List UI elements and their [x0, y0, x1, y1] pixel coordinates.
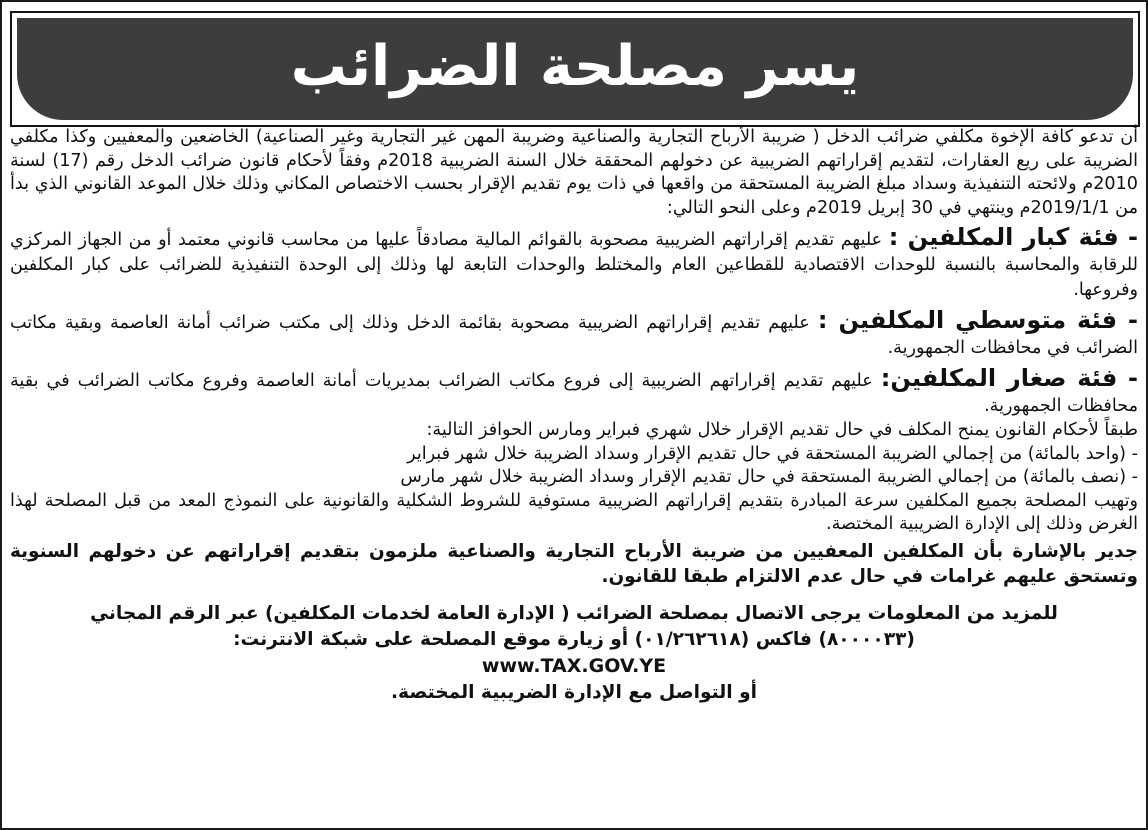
closing-line: أو التواصل مع الإدارة الضريبية المختصة. [390, 681, 758, 703]
contact-line-2: (٨٠٠٠٠٣٣) فاكس (٠١/٢٦٢٦١٨) أو زيارة موقع المصلحة على شبكة الانترنت: [233, 628, 915, 650]
website-link[interactable]: www.TAX.GOV.YE [481, 654, 667, 677]
contact-line-1: للمزيد من المعلومات يرجى الاتصال بمصلحة الضرائب ( الإدارة العامة لخدمات المكلفين) عبر الرقم المجاني [90, 602, 1058, 624]
appeal-paragraph: وتهيب المصلحة بجميع المكلفين سرعة المبادرة بتقديم إقراراتهم الضريبية مستوفية للشروط الشكلية والقانونية على النموذج المعد من قبل المصلحة لهذا الغرض وذلك إلى الإدارة الضريبية المختصة. [10, 490, 1138, 534]
exempt-notice: جدير بالإشارة بأن المكلفين المعفيين من ضريبة الأرباح التجارية والصناعية ملزمون بتقديم إقراراتهم عن دخولهم السنوية وتستحق عليهم غرامات في حال عدم الالتزام طبقا للقانون. [10, 540, 1138, 587]
header-banner [10, 11, 1140, 127]
category-title: - فئة كبار المكلفين : [888, 223, 1139, 251]
intro-paragraph: أن تدعو كافة الإخوة مكلفي ضرائب الدخل ( ضريبة الأرباح التجارية والصناعية وضريبة المهن غير التجارية وغير الصناعية) الخاضعين والمعفيين وكذا مكلفي الضريبة على ريع العقارات، لتقديم إقراراتهم الضريبية عن دخولهم المحققة خلال السنة الضريبية 2018م وفقاً لأحكام قانون ضرائب الدخل رقم (17) لسنة 2010م ولائحته التنفيذية وسداد مبلغ الضريبة المستحقة من واقعها في ذات يوم تقديم الإقرار بحسب الاختصاص المكاني وذلك خلال الموعد القانوني الذي بدأ من 2019/1/1م وينتهي في 30 إبريل 2019م وعلى النحو التالي: [10, 127, 1138, 218]
header-banner-fill [17, 18, 1133, 120]
incentive-item: - (نصف بالمائة) من إجمالي الضريبة المستحقة في حال تقديم الإقرار وسداد الضريبة خلال شهر مارس [400, 467, 1138, 487]
category-text: عليهم تقديم إقراراتهم الضريبية إلى فروع مكاتب الضرائب بمديريات أمانة العاصمة وفروع مكاتب الضرائب في بقية محافظات الجمهورية. [10, 371, 1138, 416]
category-small-taxpayers [10, 366, 1138, 419]
category-title: - فئة صغار المكلفين: [880, 364, 1139, 392]
announcement-body [10, 126, 1138, 706]
category-title: - فئة متوسطي المكلفين : [817, 306, 1139, 334]
incentive-item: - (واحد بالمائة) من إجمالي الضريبة المستحقة في حال تقديم الإقرار وسداد الضريبة خلال شهر فبراير [407, 443, 1138, 464]
category-large-taxpayers [10, 225, 1138, 303]
category-text: عليهم تقديم إقراراتهم الضريبية مصحوبة بقائمة الدخل وذلك إلى مكتب ضرائب أمانة العاصمة وبقية مكاتب الضرائب في محافظات الجمهورية. [10, 313, 1138, 358]
incentives-intro: طبقاً لأحكام القانون يمنح المكلف في حال تقديم الإقرار خلال شهري فبراير ومارس الحوافز التالية: [426, 420, 1138, 440]
category-text: عليهم تقديم إقراراتهم الضريبية مصحوبة بالقوائم المالية مصادقاً عليها من محاسب قانوني معتمد أو من الجهاز المركزي للرقابة والمحاسبة بالنسبة للوحدات الاقتصادية للقطاعين العام والمختلط والوحدات التابعة لها وذلك إلى الوحدة التنفيذية للضرائب على كبار المكلفين وفروعها. [10, 230, 1138, 300]
category-medium-taxpayers [10, 308, 1138, 361]
page-title: يسر مصلحة الضرائب [290, 34, 860, 99]
